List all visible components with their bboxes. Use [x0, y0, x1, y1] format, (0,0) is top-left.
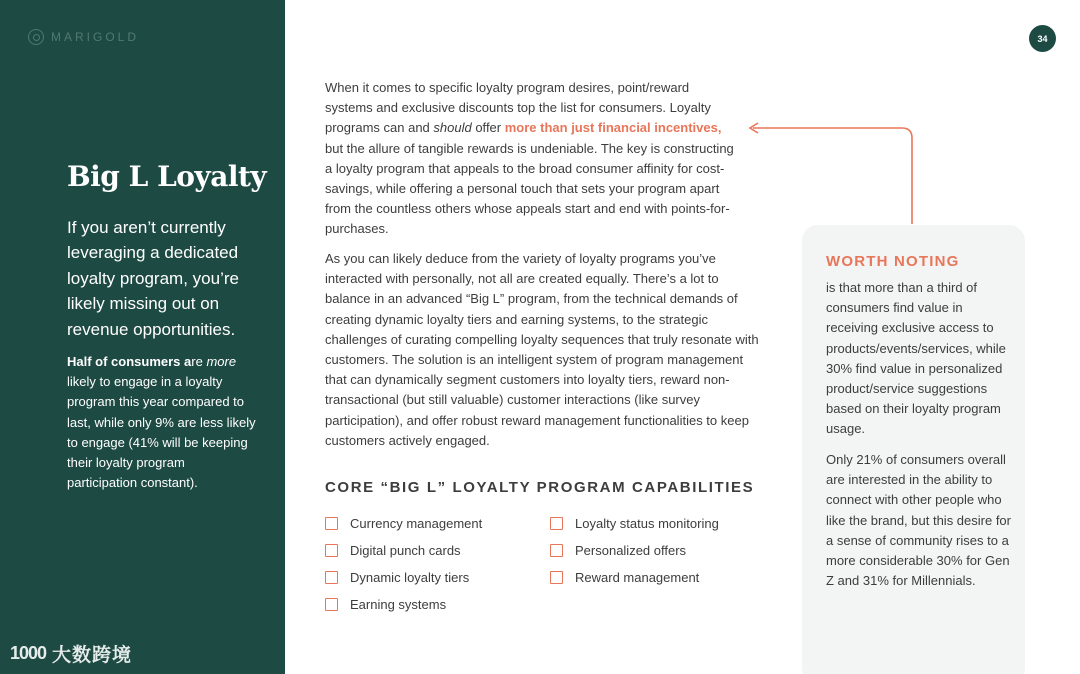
p1-should: should [433, 120, 472, 136]
stat-italic: more [206, 354, 237, 369]
worth-noting-title: WORTH NOTING [826, 253, 960, 270]
watermark-logo: 1000 [10, 643, 47, 663]
stat-bold: Half of consumers a [67, 354, 192, 369]
worth-noting-paragraph-2: Only 21% of consumers overall are interested in the ability to connect with other people who like the brand, but this desire for a sense of community rises to a more considerable 30% for Gen Z and 31% for Millennials. [826, 452, 1011, 589]
checkbox-icon [325, 544, 338, 557]
capability-item [550, 510, 719, 537]
sidebar-stat [67, 352, 257, 493]
checkbox-icon [325, 571, 338, 584]
capability-item [550, 564, 719, 591]
capability-item [325, 537, 482, 564]
main-paragraph-2: As you can likely deduce from the variety of loyalty programs you’ve interacted with personally, not all are created equally. There’s a lot to balance in an advanced “Big L” program, from the technical demands of creating dynamic loyalty tiers and earning systems, to the strategic challenges of curating compelling loyalty sequences that truly resonate with customers. The solution is an intelligent system of program management that can dynamically segment customers into loyalty tiers, reward non-transactional (but still valuable) customer interactions (like survey participation), and offer robust reward management functionalities to keep customers actively engaged. [325, 251, 759, 448]
connector-arrow-icon [745, 120, 920, 230]
main-paragraph-1 [325, 78, 735, 240]
sidebar-lead: If you aren’t currently leveraging a dedicated loyalty program, you’re likely missing out on revenue opportunities. [67, 218, 239, 339]
checkbox-icon [550, 571, 563, 584]
p1-part3: but the allure of tangible rewards is undeniable. The key is constructing a loyalty program that appeals to the broad consumer affinity for cost-savings, while offering a personal touch that sets your program apart from the countless others whose appeals start and end with points-for-purchases. [325, 140, 734, 237]
brand-logo [28, 29, 139, 45]
capability-item [325, 510, 482, 537]
marigold-logo-icon [28, 29, 44, 45]
section-title: Big L Loyalty [67, 160, 267, 193]
capability-item [325, 591, 482, 618]
page-number-badge: 34 [1029, 25, 1056, 52]
checkbox-icon [550, 544, 563, 557]
worth-noting-paragraph-1: is that more than a third of consumers find value in receiving exclusive access to products/events/services, while 30% find value in personalized product/service suggestions based on their loyalty program usage. [826, 280, 1006, 437]
p1-part2: offer [471, 120, 505, 136]
capabilities-list-left [325, 510, 482, 618]
checkbox-icon [550, 517, 563, 530]
stat-after-bold: re [191, 354, 207, 369]
capability-label: Reward management [575, 570, 700, 585]
p1-part1: When it comes to specific loyalty program desires, point/reward systems and exclusive discounts top the list for consumers. Loyalty programs can and [325, 80, 711, 136]
checkbox-icon [325, 517, 338, 530]
checkbox-icon [325, 598, 338, 611]
capability-label: Currency management [350, 516, 483, 531]
capabilities-list-right [550, 510, 719, 591]
capability-label: Loyalty status monitoring [575, 516, 719, 531]
capabilities-heading: CORE “BIG L” LOYALTY PROGRAM CAPABILITIES [325, 479, 755, 496]
capability-label: Earning systems [350, 597, 447, 612]
capability-label: Digital punch cards [350, 543, 461, 558]
brand-name: MARIGOLD [51, 30, 140, 44]
capability-item [325, 564, 482, 591]
watermark [10, 640, 132, 667]
capability-item [550, 537, 719, 564]
watermark-text: 大数跨境 [52, 645, 133, 666]
stat-rest: likely to engage in a loyalty program this year compared to last, while only 9% are less likely to engage (41% will be keeping their loyalty program participation constant). [67, 374, 256, 491]
capability-label: Dynamic loyalty tiers [350, 570, 470, 585]
highlight-phrase: more than just financial incentives, [504, 120, 722, 136]
sidebar-panel [0, 0, 285, 674]
capability-label: Personalized offers [575, 543, 687, 558]
